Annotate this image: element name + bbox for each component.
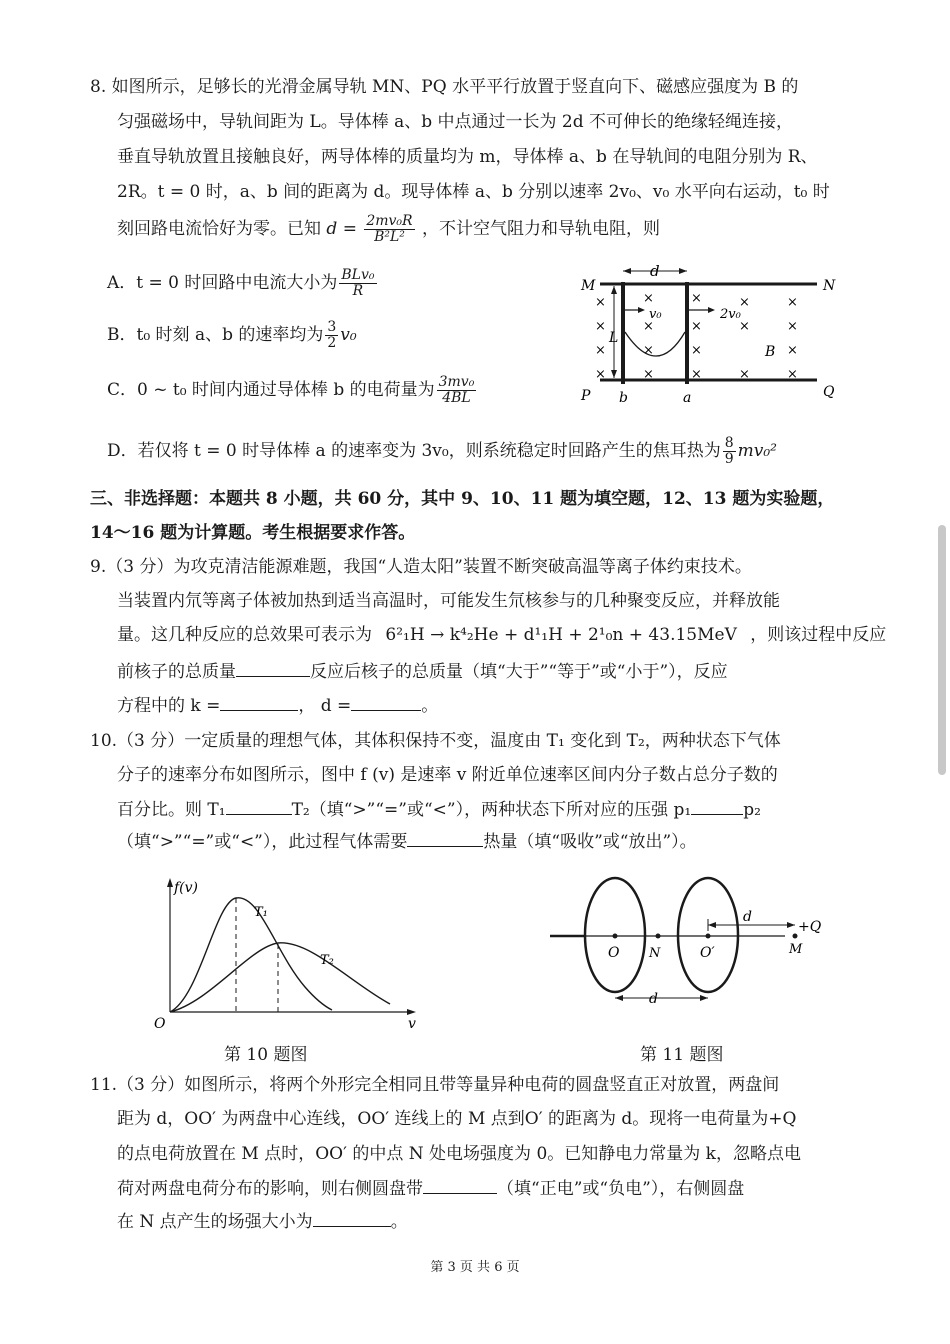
q10-speed-distribution-graph xyxy=(150,872,430,1032)
q11-disc-diagram xyxy=(545,875,835,1015)
q10-blank-heat[interactable] xyxy=(407,830,483,847)
graph-T2-label: T₂ xyxy=(320,953,334,968)
q8-d-fraction xyxy=(364,214,414,245)
option-b-tail: v₀ xyxy=(340,325,357,345)
field-cross-mark: × xyxy=(739,295,750,310)
q10-line-4 xyxy=(117,830,697,853)
rail-B-label: B xyxy=(765,344,776,360)
frac-num: 3mv₀ xyxy=(438,374,475,390)
section-3-line-1: 三、非选择题：本题共 8 小题，共 60 分，其中 9、10、11 题为填空题，12、13 题为实验题， xyxy=(90,489,835,509)
q9-line-3 xyxy=(117,624,886,646)
rail-a-label: a xyxy=(683,390,692,406)
q10-line-3 xyxy=(117,798,761,821)
option-c-text: C．0 ~ t₀ 时间内通过导体棒 b 的电荷量为 xyxy=(107,380,435,400)
option-b-fraction xyxy=(325,320,338,351)
disc-charge-label: +Q xyxy=(798,919,822,935)
q11-line-5-text: 在 N 点产生的场强大小为 xyxy=(117,1212,313,1232)
graph-origin: O xyxy=(154,1016,166,1032)
option-a-text: A．t = 0 时回路中电流大小为 xyxy=(107,273,338,293)
frac-den: B²L² xyxy=(374,229,405,245)
q10-line-3-text: T₂（填“>”“=”或“<”），两种状态下所对应的压强 p₁ xyxy=(291,800,692,820)
rail-b-label: b xyxy=(619,390,628,406)
q10-line-4-text: （填“>”“=”或“<”），此过程气体需要 xyxy=(117,832,408,852)
rail-P-label: P xyxy=(581,388,591,404)
q11-blank-field-strength[interactable] xyxy=(313,1210,391,1227)
rail-M-label: M xyxy=(581,278,596,294)
fig10-caption: 第 10 题图 xyxy=(224,1045,308,1065)
q10-blank-temperature[interactable] xyxy=(226,798,292,815)
field-cross-mark: × xyxy=(787,295,798,310)
field-cross-mark: × xyxy=(691,319,702,334)
q10-p2-label: p₂ xyxy=(743,800,761,820)
frac-den: R xyxy=(352,283,364,299)
q9-line-3-text: 量。这几种反应的总效果可表示为 xyxy=(117,625,372,645)
field-cross-mark: × xyxy=(643,291,654,306)
q8-line-2: 匀强磁场中，导轨间距为 L。导体棒 a、b 中点通过一长为 2d 不可伸长的绝缘轻绳连接， xyxy=(117,112,794,132)
frac-den: 4BL xyxy=(442,390,471,406)
field-cross-mark: × xyxy=(595,319,606,334)
option-b-text: B．t₀ 时刻 a、b 的速率均为 xyxy=(107,325,324,345)
q11-line-4-text: 荷对两盘电荷分布的影响，则右侧圆盘带 xyxy=(117,1179,423,1199)
frac-den: 2 xyxy=(327,335,337,351)
q11-line-1: 11.（3 分）如图所示，将两个外形完全相同且带等量异种电荷的圆盘竖直正对放置，两盘间 xyxy=(90,1075,780,1095)
fig11-caption: 第 11 题图 xyxy=(640,1045,724,1065)
rail-d-label: d xyxy=(650,262,660,280)
q9-reaction-equation: 6²₁H → k⁴₂He + d¹₁H + 2¹₀n + 43.15MeV xyxy=(385,625,737,645)
rail-L-label: L xyxy=(609,330,619,346)
q9-line-4-tail: 反应后核子的总质量（填“大于”“等于”或“小于”），反应 xyxy=(310,662,728,682)
disc-N-label: N xyxy=(649,946,661,961)
graph-T1-label: T₁ xyxy=(254,905,268,920)
q10-T1-label: 百分比。则 T₁ xyxy=(117,800,226,820)
q11-blank-charge-sign[interactable] xyxy=(423,1177,497,1194)
frac-num: 2mv₀R xyxy=(366,213,413,229)
q8-option-d xyxy=(107,436,777,467)
field-cross-mark: × xyxy=(691,291,702,306)
q8-d-equals: d = xyxy=(326,219,357,239)
section-3-line-2: 14～16 题为计算题。考生根据要求作答。 xyxy=(90,523,416,543)
field-cross-mark: × xyxy=(595,295,606,310)
field-cross-mark: × xyxy=(739,367,750,382)
q10-line-4-tail: 热量（填“吸收”或“放出”）。 xyxy=(483,832,697,852)
field-cross-mark: × xyxy=(595,367,606,382)
q9-line-3-tail: ，则该过程中反应 xyxy=(750,625,887,645)
frac-num: 8 xyxy=(724,435,734,451)
q9-blank-mass[interactable] xyxy=(236,660,310,677)
disc-M-label: M xyxy=(789,942,803,957)
q8-line-5-text: 刻回路电流恰好为零。已知 xyxy=(117,219,321,239)
field-cross-mark: × xyxy=(787,343,798,358)
field-cross-mark: × xyxy=(691,343,702,358)
field-cross-marks xyxy=(595,291,798,382)
frac-num: 3 xyxy=(327,319,337,335)
field-cross-mark: × xyxy=(643,343,654,358)
vertical-scrollbar[interactable] xyxy=(938,525,946,775)
graph-ylabel: f(v) xyxy=(174,880,199,896)
q8-line-5 xyxy=(117,214,660,245)
q8-line-1: 8. 如图所示，足够长的光滑金属导轨 MN、PQ 水平平行放置于竖直向下、磁感应强度为 B 的 xyxy=(90,77,799,97)
disc-O-label: O xyxy=(608,945,620,961)
q8-rail-diagram xyxy=(575,262,845,407)
disc-d-top-label: d xyxy=(743,909,752,925)
frac-den: 9 xyxy=(724,451,734,467)
q9-period: 。 xyxy=(421,696,439,716)
field-cross-mark: × xyxy=(739,319,750,334)
q11-line-2: 距为 d，OO′ 为两盘中心连线，OO′ 连线上的 M 点到O′ 的距离为 d。现将一电荷量为+Q xyxy=(117,1109,797,1129)
q10-blank-pressure[interactable] xyxy=(691,798,743,815)
q8-line-4: 2R。t = 0 时，a、b 间的距离为 d。现导体棒 a、b 分别以速率 2v₀、v₀ 水平向右运动，t₀ 时 xyxy=(117,182,830,202)
option-c-fraction xyxy=(437,375,477,406)
q8-option-b xyxy=(107,320,357,351)
field-cross-mark: × xyxy=(595,343,606,358)
field-cross-mark: × xyxy=(787,319,798,334)
rail-N-label: N xyxy=(823,278,836,294)
rail-2v0-label: 2v₀ xyxy=(720,307,741,322)
q9-blank-k[interactable] xyxy=(220,694,298,711)
q11-line-3: 的点电荷放置在 M 点时，OO′ 的中点 N 处电场强度为 0。已知静电力常量为 k，忽略点电 xyxy=(117,1144,801,1164)
q8-option-a xyxy=(107,268,379,299)
page-footer: 第 3 页 共 6 页 xyxy=(430,1260,520,1275)
graph-xlabel: v xyxy=(408,1016,416,1032)
q11-line-4 xyxy=(117,1177,744,1200)
q10-line-2: 分子的速率分布如图所示，图中 f (v) 是速率 v 附近单位速率区间内分子数占总分子数的 xyxy=(117,765,778,785)
q8-line-3: 垂直导轨放置且接触良好，两导体棒的质量均为 m，导体棒 a、b 在导轨间的电阻分别为 R、 xyxy=(117,147,818,167)
q9-line-5 xyxy=(117,694,438,717)
option-d-text: D．若仅将 t = 0 时导体棒 a 的速率变为 3v₀，则系统稳定时回路产生的焦耳热为 xyxy=(107,441,721,461)
field-cross-mark: × xyxy=(787,367,798,382)
field-cross-mark: × xyxy=(643,319,654,334)
q11-line-4-tail: （填“正电”或“负电”），右侧圆盘 xyxy=(497,1179,745,1199)
frac-num: BLv₀ xyxy=(341,267,375,283)
option-d-tail: mv₀² xyxy=(737,441,777,461)
field-cross-mark: × xyxy=(643,367,654,382)
rail-Q-label: Q xyxy=(823,384,835,400)
disc-O-prime-label: O′ xyxy=(700,945,715,961)
q9-k-label: 方程中的 k = xyxy=(117,696,221,716)
q11-line-5 xyxy=(117,1210,408,1233)
field-cross-mark: × xyxy=(691,367,702,382)
option-a-fraction xyxy=(339,268,376,299)
q9-line-4 xyxy=(117,660,728,683)
rail-v0-label: v₀ xyxy=(649,307,662,322)
q8-option-c xyxy=(107,375,478,406)
q8-line-5-tail: ，不计空气阻力和导轨电阻，则 xyxy=(422,219,660,239)
disc-d-bottom-label: d xyxy=(649,991,658,1007)
q9-blank-d[interactable] xyxy=(351,694,421,711)
q9-line-4-text: 前核子的总质量 xyxy=(117,662,236,682)
q9-line-2: 当装置内氘等离子体被加热到适当高温时，可能发生氘核参与的几种聚变反应，并释放能 xyxy=(117,591,780,611)
option-d-fraction xyxy=(723,436,736,467)
q9-d-label: ， d = xyxy=(298,696,352,716)
q9-line-1: 9.（3 分）为攻克清洁能源难题，我国“人造太阳”装置不断突破高温等离子体约束技术。 xyxy=(90,557,752,577)
q11-period: 。 xyxy=(390,1212,408,1232)
q10-line-1: 10.（3 分）一定质量的理想气体，其体积保持不变，温度由 T₁ 变化到 T₂，两种状态下气体 xyxy=(90,731,781,751)
